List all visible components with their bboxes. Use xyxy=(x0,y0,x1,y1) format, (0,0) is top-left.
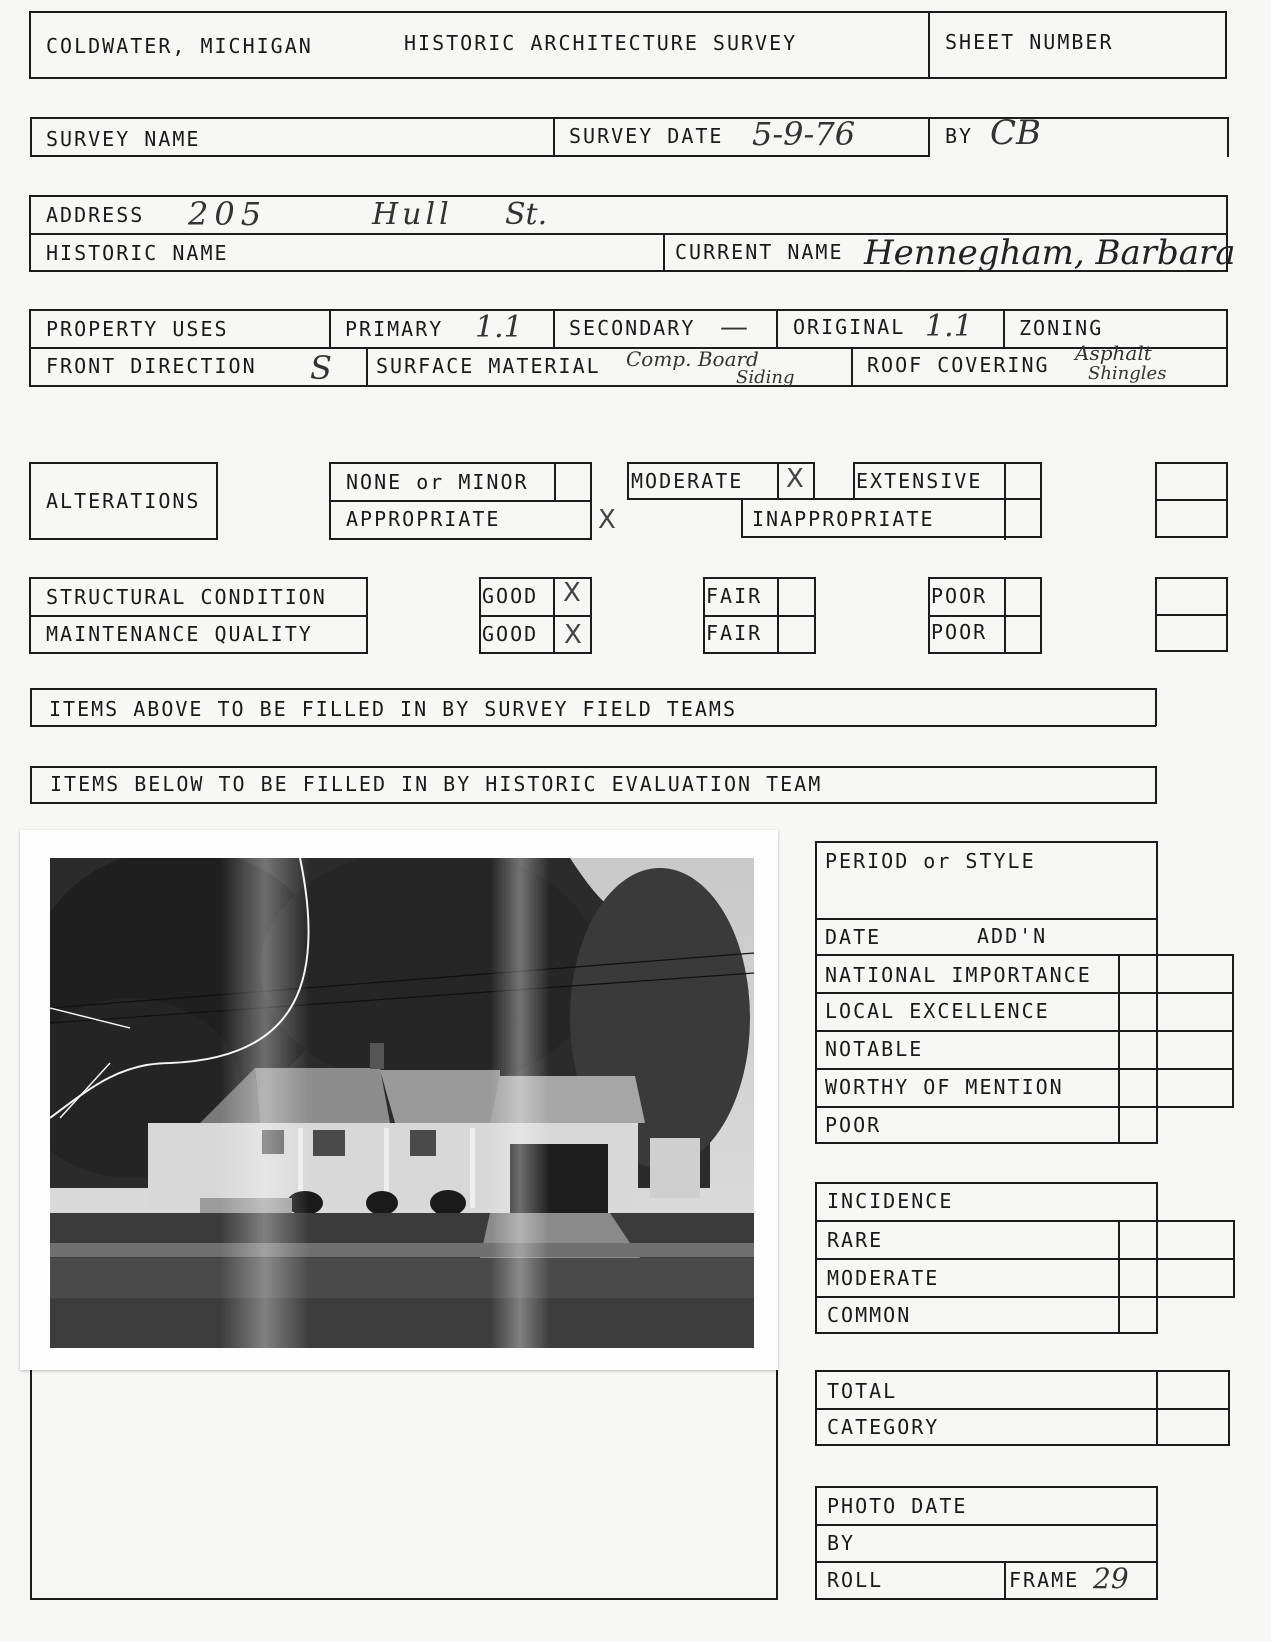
fair-check-div xyxy=(777,577,779,654)
note-above-top xyxy=(30,688,1156,690)
survey-date-label: SURVEY DATE xyxy=(569,124,724,148)
incidence-right-edge xyxy=(1233,1220,1235,1297)
none-minor-label: NONE or MINOR xyxy=(346,470,529,494)
house-photo xyxy=(50,858,754,1348)
poor-check-div xyxy=(1004,577,1006,654)
city-label: COLDWATER, MICHIGAN xyxy=(46,34,313,58)
roof-covering-label: ROOF COVERING xyxy=(867,353,1050,377)
original-value: 1.1 xyxy=(925,309,973,344)
note-below-right xyxy=(1155,766,1157,804)
incidence-label: INCIDENCE xyxy=(827,1189,954,1213)
national-importance-label: NATIONAL IMPORTANCE xyxy=(825,963,1092,987)
roll-label: ROLL xyxy=(827,1568,884,1592)
eval-check-div xyxy=(1118,954,1120,1144)
photo-date-label: PHOTO DATE xyxy=(827,1494,968,1518)
property-div-roof xyxy=(851,347,853,387)
alterations-label: ALTERATIONS xyxy=(46,489,201,513)
category-label: CATEGORY xyxy=(827,1415,940,1439)
property-uses-label: PROPERTY USES xyxy=(46,317,229,341)
address-street: Hull xyxy=(372,197,453,232)
appropriate-label: APPROPRIATE xyxy=(346,507,501,531)
roof-covering-value-1: Asphalt xyxy=(1075,341,1152,365)
local-excellence-label: LOCAL EXCELLENCE xyxy=(825,999,1050,1023)
good-check-div xyxy=(553,577,555,654)
totals-mid xyxy=(816,1408,1230,1410)
good-maintenance-label: GOOD xyxy=(482,622,539,646)
survey-row-left xyxy=(30,117,32,157)
worthy-of-mention-label: WORTHY OF MENTION xyxy=(825,1075,1064,1099)
note-above-bottom xyxy=(30,725,1156,727)
address-divider xyxy=(663,233,665,272)
fair-structural-label: FAIR xyxy=(706,584,763,608)
eval-line-5 xyxy=(816,1068,1234,1070)
survey-row-right xyxy=(1227,117,1229,157)
fair-maintenance-label: FAIR xyxy=(706,621,763,645)
header-divider xyxy=(928,11,930,79)
note-above-left xyxy=(30,688,32,726)
alterations-left-check-div xyxy=(554,462,556,502)
poor-structural-label: POOR xyxy=(931,584,988,608)
current-name-label: CURRENT NAME xyxy=(675,240,844,264)
address-number: 205 xyxy=(188,195,268,233)
condition-label-mid xyxy=(30,615,368,617)
photo-info-line-1 xyxy=(816,1524,1158,1526)
address-label: ADDRESS xyxy=(46,203,145,227)
primary-label: PRIMARY xyxy=(345,317,444,341)
current-name-value: Hennegham, Barbara xyxy=(864,233,1236,273)
zoning-label: ZONING xyxy=(1019,316,1104,340)
frame-label: FRAME xyxy=(1009,1568,1080,1592)
date-label: DATE xyxy=(825,925,882,949)
frame-div xyxy=(1004,1561,1006,1600)
common-label: COMMON xyxy=(827,1303,912,1327)
notable-label: NOTABLE xyxy=(825,1037,924,1061)
alterations-left-mid xyxy=(330,500,592,502)
note-below-bottom xyxy=(30,802,1156,804)
note-above-right xyxy=(1155,688,1157,726)
good-structural-mark: X xyxy=(563,578,581,608)
property-div-primary xyxy=(329,309,331,349)
eval-line-2 xyxy=(816,954,1234,956)
front-direction-value: S xyxy=(310,349,332,387)
survey-name-label: SURVEY NAME xyxy=(46,127,201,151)
photo-mount xyxy=(20,830,778,1370)
good-structural-label: GOOD xyxy=(482,584,539,608)
eval-line-3 xyxy=(816,992,1234,994)
sheet-number-label: SHEET NUMBER xyxy=(945,30,1114,54)
good-maintenance-mark: X xyxy=(564,620,582,650)
roof-covering-value-2: Shingles xyxy=(1088,363,1167,384)
incidence-line-1 xyxy=(816,1220,1235,1222)
moderate-mark: X xyxy=(786,464,804,494)
front-direction-label: FRONT DIRECTION xyxy=(46,354,257,378)
totals-check-div xyxy=(1156,1370,1158,1446)
incidence-line-2 xyxy=(816,1258,1235,1260)
survey-row-bottom xyxy=(30,155,930,157)
house-photo-drawing xyxy=(50,858,754,1348)
historic-name-label: HISTORIC NAME xyxy=(46,241,229,265)
original-label: ORIGINAL xyxy=(793,315,906,339)
surface-material-label: SURFACE MATERIAL xyxy=(376,354,601,378)
note-below-left xyxy=(30,766,32,804)
structural-condition-label: STRUCTURAL CONDITION xyxy=(46,585,327,609)
extensive-label: EXTENSIVE xyxy=(856,469,983,493)
survey-row-div1 xyxy=(553,117,555,157)
period-style-label: PERIOD or STYLE xyxy=(825,849,1036,873)
survey-row-top xyxy=(30,117,1228,119)
property-div-secondary xyxy=(553,309,555,349)
poor-maintenance-label: POOR xyxy=(931,620,988,644)
photo-by-label: BY xyxy=(827,1531,856,1555)
eval-poor-label: POOR xyxy=(825,1113,882,1137)
incidence-moderate-label: MODERATE xyxy=(827,1266,940,1290)
frame-value: 29 xyxy=(1093,1562,1129,1595)
secondary-value: — xyxy=(720,310,748,343)
eval-line-4 xyxy=(816,1030,1234,1032)
incidence-check-div xyxy=(1118,1220,1120,1334)
by-label: BY xyxy=(945,124,974,148)
eval-line-6 xyxy=(816,1106,1234,1108)
alterations-right-mid xyxy=(1156,499,1228,501)
moderate-label: MODERATE xyxy=(631,469,744,493)
eval-right-edge xyxy=(1232,954,1234,1106)
address-street-suffix: St. xyxy=(505,197,548,232)
poor-mid xyxy=(929,615,1042,617)
eval-line-1 xyxy=(816,918,1158,920)
good-mid xyxy=(480,615,592,617)
note-above-text: ITEMS ABOVE TO BE FILLED IN BY SURVEY FIELD TEAMS xyxy=(49,697,738,721)
note-below-text: ITEMS BELOW TO BE FILLED IN BY HISTORIC EVALUATION TEAM xyxy=(50,772,823,796)
surface-material-value-1: Comp. Board xyxy=(626,347,759,371)
survey-row-div2 xyxy=(928,117,930,157)
appropriate-mark: X xyxy=(598,505,616,535)
survey-date-value: 5-9-76 xyxy=(752,115,856,153)
by-value: CB xyxy=(990,113,1041,153)
maintenance-quality-label: MAINTENANCE QUALITY xyxy=(46,622,313,646)
note-below-top xyxy=(30,766,1156,768)
rare-label: RARE xyxy=(827,1228,884,1252)
addn-label: ADD'N xyxy=(977,924,1048,948)
total-label: TOTAL xyxy=(827,1379,898,1403)
property-div-surface xyxy=(366,347,368,387)
condition-right-mid xyxy=(1156,614,1228,616)
incidence-line-3 xyxy=(816,1296,1235,1298)
survey-title: HISTORIC ARCHITECTURE SURVEY xyxy=(404,31,798,55)
surface-material-value-2: Siding xyxy=(736,367,795,388)
primary-value: 1.1 xyxy=(475,310,523,345)
property-div-original xyxy=(776,309,778,349)
moderate-check-div xyxy=(777,462,779,500)
inappropriate-label: INAPPROPRIATE xyxy=(752,507,935,531)
property-div-zoning xyxy=(1003,309,1005,349)
fair-mid xyxy=(704,615,816,617)
secondary-label: SECONDARY xyxy=(569,316,696,340)
